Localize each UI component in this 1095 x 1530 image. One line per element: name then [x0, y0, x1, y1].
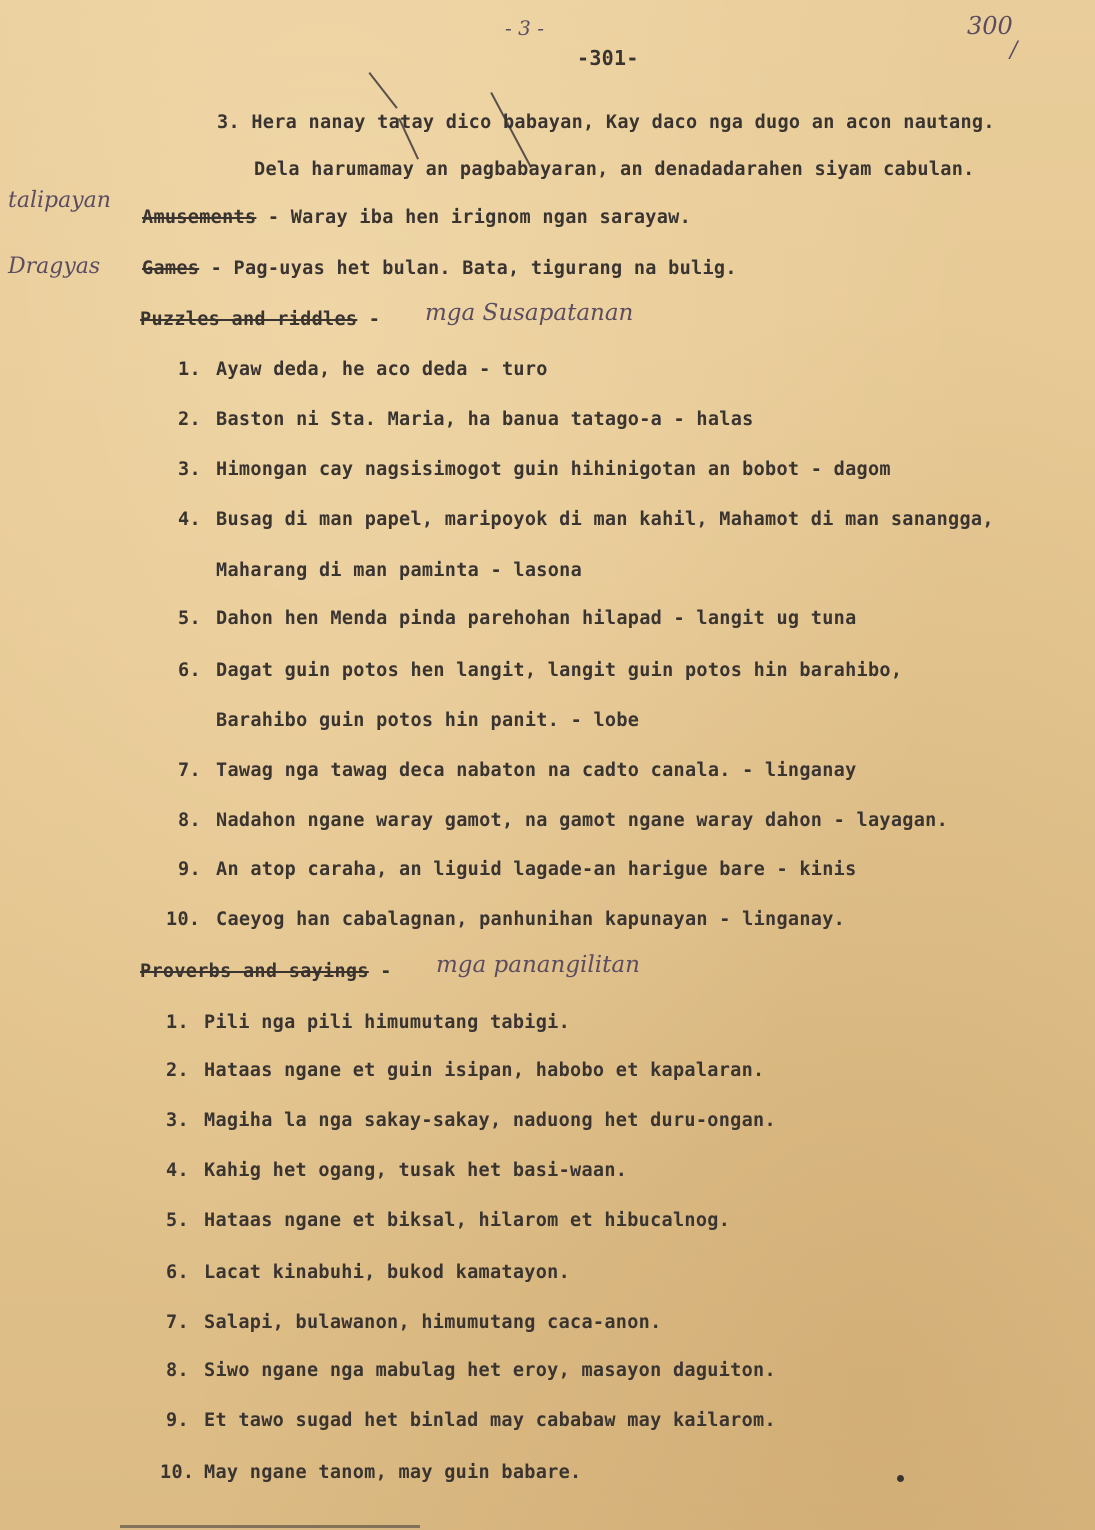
verse-line-2: Dela harumamay an pagbabayaran, an denadadarahen siyam cabulan. — [254, 159, 975, 180]
corner-page-number: 300 — [967, 12, 1013, 40]
corner-check-mark: / — [1010, 38, 1018, 63]
proverbs-label: Proverbs and sayings — [140, 961, 369, 982]
games-label: Games — [142, 258, 200, 279]
proverb-item: 5. Hataas ngane et biksal, hilarom et hibucalnog. — [166, 1210, 731, 1231]
cut-off-text-fragment — [120, 1525, 420, 1528]
proverb-item: 2. Hataas ngane et guin isipan, habobo et kapalaran. — [166, 1060, 765, 1081]
proverb-item: 9. Et tawo sugad het binlad may cababaw may kailarom. — [166, 1410, 776, 1431]
proverb-item: 7. Salapi, bulawanon, himumutang caca-anon. — [166, 1312, 662, 1333]
handwritten-note-dragyas: Dragyas — [8, 254, 101, 279]
riddle-item: 6. Dagat guin potos hen langit, langit guin potos hin barahibo, — [178, 660, 903, 681]
proverbs-heading — [140, 961, 392, 982]
old-page-number: - 3 - — [505, 16, 544, 40]
games-text: - Pag-uyas het bulan. Bata, tigurang na bulig. — [199, 258, 737, 279]
amusements-row — [142, 207, 691, 228]
puzzles-heading — [140, 309, 380, 330]
proverb-item: 8. Siwo ngane nga mabulag het eroy, masayon daguiton. — [166, 1360, 776, 1381]
riddle-item-continued: Barahibo guin potos hin panit. - lobe — [216, 710, 640, 731]
amusements-text: - Waray iba hen irignom ngan sarayaw. — [256, 207, 692, 228]
handwritten-note-talipayan: talipayan — [8, 188, 111, 213]
ink-dot — [897, 1475, 904, 1482]
proverb-item: 6. Lacat kinabuhi, bukod kamatayon. — [166, 1262, 571, 1283]
proverbs-dash: - — [368, 961, 392, 982]
riddle-item: 7. Tawag nga tawag deca nabaton na cadto canala. - linganay — [178, 760, 857, 781]
riddle-item: 5. Dahon hen Menda pinda parehohan hilapad - langit ug tuna — [178, 608, 857, 629]
handwritten-note-panangilitan: mga panangilitan — [436, 952, 640, 978]
proverb-item: 10. May ngane tanom, may guin babare. — [160, 1462, 582, 1483]
puzzles-label: Puzzles and riddles — [140, 309, 358, 330]
proverb-item: 1. Pili nga pili himumutang tabigi. — [166, 1012, 571, 1033]
proverb-item: 4. Kahig het ogang, tusak het basi-waan. — [166, 1160, 628, 1181]
riddle-item: 2. Baston ni Sta. Maria, ha banua tatago-a - halas — [178, 409, 754, 430]
handwritten-note-susapatanan: mga Susapatanan — [425, 300, 634, 326]
riddle-item: 9. An atop caraha, an liguid lagade-an harigue bare - kinis — [178, 859, 857, 880]
games-row — [142, 258, 737, 279]
riddle-item: 4. Busag di man papel, maripoyok di man kahil, Mahamot di man sanangga, — [178, 509, 994, 530]
pencil-mark — [369, 72, 398, 108]
page-number: -301- — [577, 46, 639, 70]
amusements-label: Amusements — [142, 207, 257, 228]
proverb-item: 3. Magiha la nga sakay-sakay, naduong het duru-ongan. — [166, 1110, 776, 1131]
riddle-item: 1. Ayaw deda, he aco deda - turo — [178, 359, 548, 380]
riddle-item-continued: Maharang di man paminta - lasona — [216, 560, 583, 581]
puzzles-dash: - — [357, 309, 381, 330]
riddle-item: 8. Nadahon ngane waray gamot, na gamot ngane waray dahon - layagan. — [178, 810, 949, 831]
verse-line-1: 3. Hera nanay tatay dico babayan, Kay daco nga dugo an acon nautang. — [217, 112, 995, 133]
riddle-item: 10. Caeyog han cabalagnan, panhunihan kapunayan - linganay. — [166, 909, 846, 930]
riddle-item: 3. Himongan cay nagsisimogot guin hihinigotan an bobot - dagom — [178, 459, 891, 480]
